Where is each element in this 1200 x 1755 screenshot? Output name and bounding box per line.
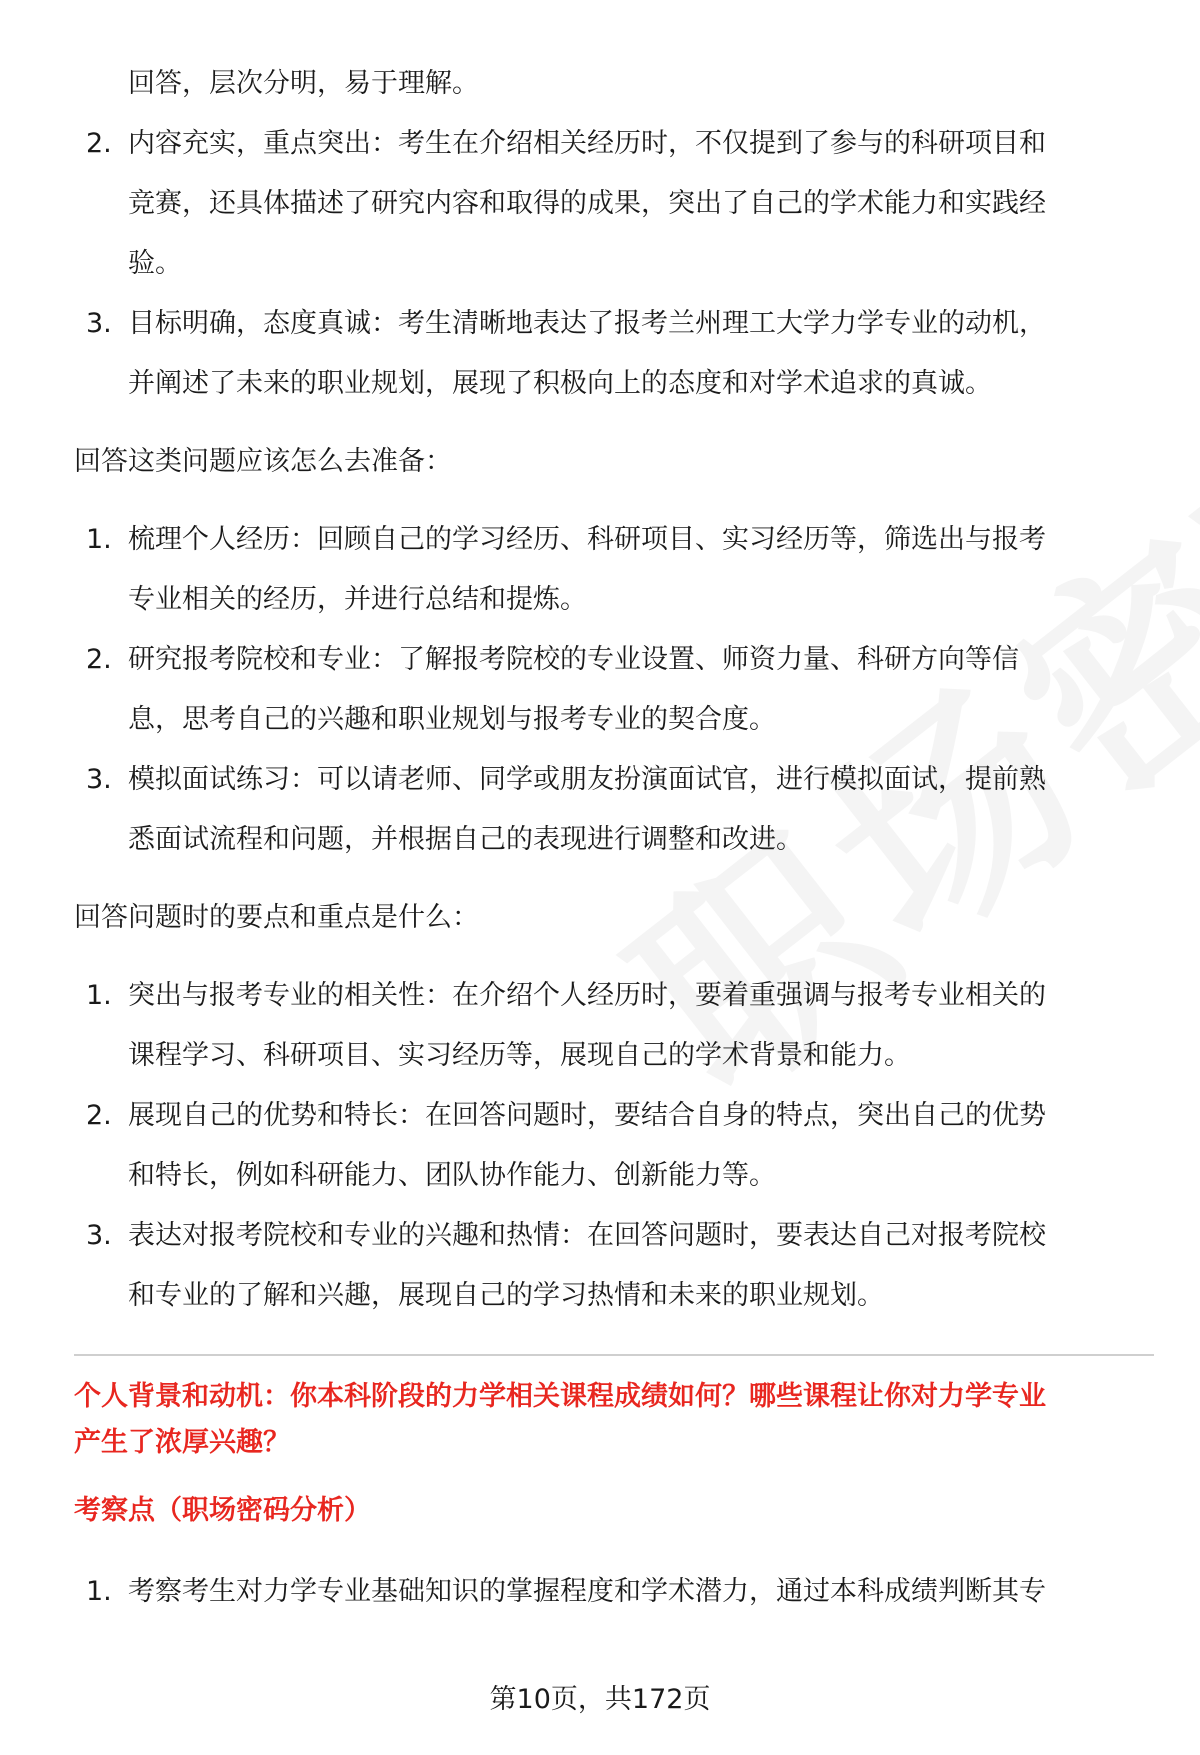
key-points-list [74, 966, 1154, 1326]
list-line: 课程学习、科研项目、实习经历等，展现自己的学术背景和能力。 [128, 1040, 911, 1071]
list-line: 和专业的了解和兴趣，展现自己的学习热情和未来的职业规划。 [128, 1280, 884, 1311]
assessment-list [74, 1562, 1154, 1622]
list-line: 展现自己的优势和特长：在回答问题时，要结合自身的特点，突出自己的优势 [128, 1100, 1046, 1131]
section-divider [74, 1354, 1154, 1356]
list-number: 3. [86, 308, 112, 339]
list-number: 3. [86, 1220, 112, 1251]
list-line: 和特长，例如科研能力、团队协作能力、创新能力等。 [128, 1160, 776, 1191]
list-number: 1. [86, 524, 112, 555]
list-line: 悉面试流程和问题，并根据自己的表现进行调整和改进。 [128, 824, 803, 855]
list-item [74, 966, 1154, 1086]
list-line: 竞赛，还具体描述了研究内容和取得的成果，突出了自己的学术能力和实践经 [128, 188, 1046, 219]
list-number: 1. [86, 980, 112, 1011]
list-line: 并阐述了未来的职业规划，展现了积极向上的态度和对学术追求的真诚。 [128, 368, 992, 399]
list-item [74, 114, 1154, 294]
list-number: 1. [86, 1576, 112, 1607]
list-item [74, 630, 1154, 750]
intro-continuation: 回答，层次分明，易于理解。 [128, 68, 479, 99]
list-line: 突出与报考专业的相关性：在介绍个人经历时，要着重强调与报考专业相关的 [128, 980, 1046, 1011]
list-line: 验。 [128, 248, 182, 279]
section-title-key-points: 回答问题时的要点和重点是什么： [74, 902, 479, 933]
list-item [74, 750, 1154, 870]
question-heading [74, 1374, 1154, 1466]
list-item [74, 1206, 1154, 1326]
list-item [74, 1562, 1154, 1622]
list-item [74, 1086, 1154, 1206]
list-line: 研究报考院校和专业：了解报考院校的专业设置、师资力量、科研方向等信 [128, 644, 1019, 675]
list-line: 专业相关的经历，并进行总结和提炼。 [128, 584, 587, 615]
assessment-heading: 考察点（职场密码分析） [74, 1495, 371, 1526]
preparation-list [74, 510, 1154, 870]
list-item [74, 294, 1154, 414]
list-line: 内容充实，重点突出：考生在介绍相关经历时，不仅提到了参与的科研项目和 [128, 128, 1046, 159]
list-item [74, 510, 1154, 630]
list-line: 模拟面试练习：可以请老师、同学或朋友扮演面试官，进行模拟面试，提前熟 [128, 764, 1046, 795]
list-line: 目标明确，态度真诚：考生清晰地表达了报考兰州理工大学力学专业的动机， [128, 308, 1046, 339]
list-line: 息，思考自己的兴趣和职业规划与报考专业的契合度。 [128, 704, 776, 735]
list-number: 2. [86, 1100, 112, 1131]
question-line: 个人背景和动机：你本科阶段的力学相关课程成绩如何？哪些课程让你对力学专业 [74, 1381, 1046, 1412]
page-footer: 第10页，共172页 [489, 1684, 711, 1715]
list-line: 表达对报考院校和专业的兴趣和热情：在回答问题时，要表达自己对报考院校 [128, 1220, 1046, 1251]
question-line: 产生了浓厚兴趣？ [74, 1427, 290, 1458]
evaluation-list [74, 114, 1154, 414]
list-number: 3. [86, 764, 112, 795]
list-line: 梳理个人经历：回顾自己的学习经历、科研项目、实习经历等，筛选出与报考 [128, 524, 1046, 555]
list-number: 2. [86, 644, 112, 675]
page-content [74, 54, 1154, 1622]
list-line: 考察考生对力学专业基础知识的掌握程度和学术潜力，通过本科成绩判断其专 [128, 1576, 1046, 1607]
section-title-preparation: 回答这类问题应该怎么去准备： [74, 446, 452, 477]
list-number: 2. [86, 128, 112, 159]
